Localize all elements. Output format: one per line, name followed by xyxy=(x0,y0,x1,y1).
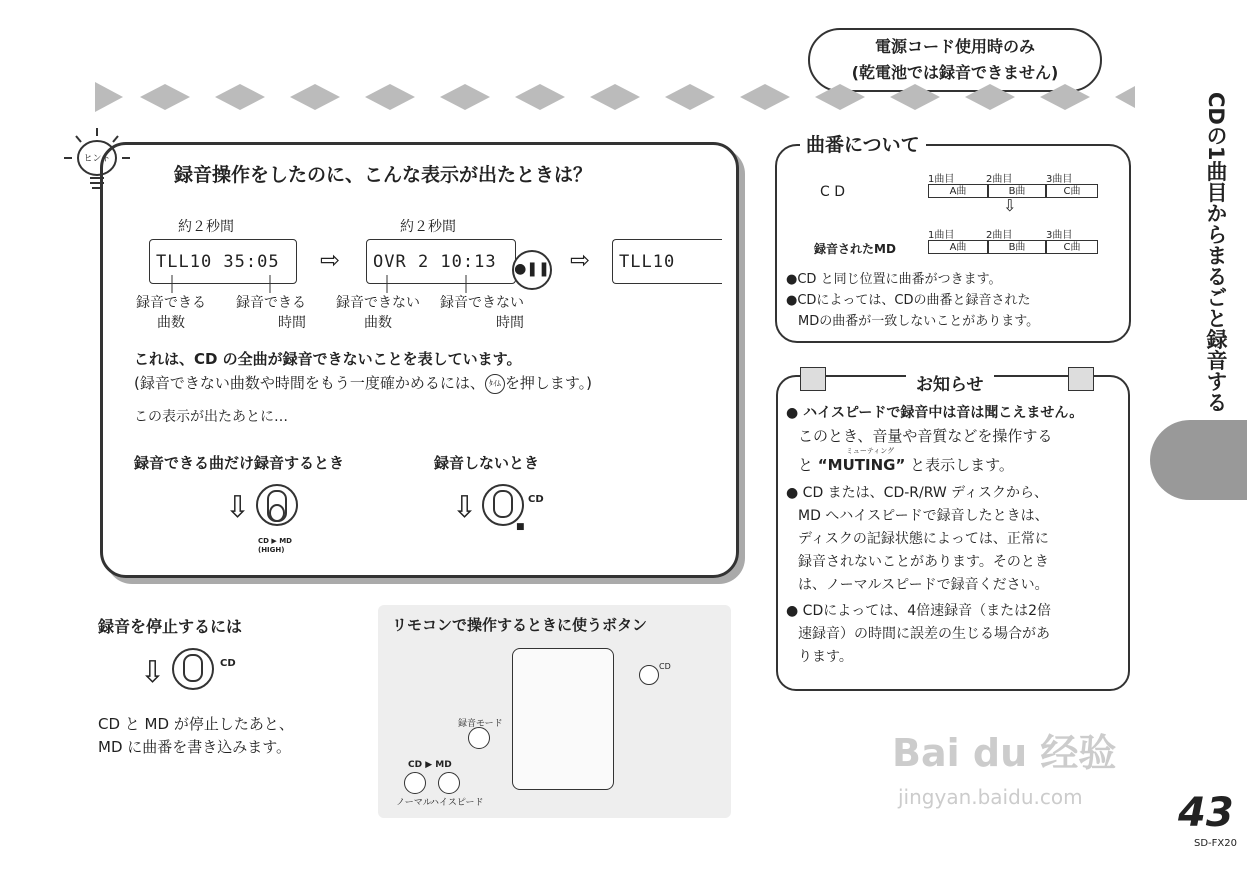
notice-b3-l2: 速録音）の時間に誤差の生じる場合があ xyxy=(798,626,1050,642)
approx-1: 約２秒間 xyxy=(178,219,234,235)
highspeed-label: ハイスピード xyxy=(430,798,484,808)
arrow-right-icon: ⇨ xyxy=(320,246,341,274)
watermark-logo: Bai du 经验 xyxy=(892,731,1117,775)
cd-cell-b: B曲 xyxy=(988,184,1046,198)
switch1-label: CD ▶ MD xyxy=(258,537,292,545)
switch-knob-icon xyxy=(254,483,300,543)
hint-title: 録音操作をしたのに、こんな表示が出たときは？ xyxy=(174,164,593,186)
watermark-url: jingyan.baidu.com xyxy=(898,785,1083,809)
md-header-2: 2曲目 xyxy=(986,230,1013,241)
stop-icon: ■ xyxy=(516,522,525,532)
remote-body xyxy=(512,648,614,790)
arrow-down-icon: ⇩ xyxy=(1003,196,1017,215)
approx-2: 約２秒間 xyxy=(400,219,456,235)
cd-cell-a: A曲 xyxy=(928,184,988,198)
remote-title: リモコンで操作するときに使うボタン xyxy=(392,616,648,634)
notice-b2-l1-text: CD または、CD-R/RW ディスクから、 xyxy=(802,485,1049,501)
switch2-label: CD xyxy=(528,494,544,505)
notice-b1-l3 xyxy=(798,454,1014,475)
notice-flag-left xyxy=(800,367,826,391)
normal-button[interactable] xyxy=(404,772,426,794)
switch1-sub: (HIGH) xyxy=(258,546,285,554)
notice-b3-l3: ります。 xyxy=(798,649,853,665)
cd-button-label: CD xyxy=(659,662,671,671)
cd-header-2: 2曲目 xyxy=(986,174,1013,185)
cd-cell-c: C曲 xyxy=(1046,184,1098,198)
lcd-text-1: TLL10 35:05 xyxy=(156,252,280,272)
diamond-border xyxy=(95,82,1135,112)
explain-bold: これは、CD の全曲が録音できないことを表しています。 xyxy=(134,350,522,368)
arrow-down-icon: ⇩ xyxy=(225,490,251,525)
explain-pre: (録音できない曲数や時間をもう一度確かめるには、 xyxy=(134,374,485,392)
md-track-row xyxy=(928,226,1103,258)
notice-b2-l1: ● CD または、CD-R/RW ディスクから、 xyxy=(786,485,1049,501)
notice-b1-l3-post: と表示します。 xyxy=(910,456,1014,474)
stop-switch-label: CD xyxy=(220,658,236,669)
notice-b3-l1-text: CDによっては、4倍速録音（または2倍 xyxy=(802,603,1052,619)
cd-md-label: CD ▶ MD xyxy=(408,760,452,770)
lcd-text-3: TLL10 xyxy=(619,252,676,272)
notice-flag-right xyxy=(1068,367,1094,391)
notice-b2-l3: ディスクの記録状態によっては、正常に xyxy=(798,531,1049,547)
label-can-tracks: 録音できる 曲数 xyxy=(136,295,206,331)
cd-header-3: 3曲目 xyxy=(1046,174,1073,185)
notice-b3-l1: ● CDによっては、4倍速録音（または2倍 xyxy=(786,603,1052,619)
label-cannot-time: 録音できない 時間 xyxy=(440,295,524,331)
notice-b1-l2: このとき、音量や音質などを操作する xyxy=(798,427,1053,445)
md-header-1: 1曲目 xyxy=(928,230,955,241)
tracks-note1: ●CD と同じ位置に曲番がつきます。 xyxy=(786,272,1002,287)
stop-line1: CD と MD が停止したあと、 xyxy=(98,715,294,733)
notice-b2-l5: は、ノーマルスピードで録音ください。 xyxy=(798,577,1049,593)
lcd-text-2: OVR 2 10:13 xyxy=(373,252,497,272)
arrow-down-icon: ⇩ xyxy=(140,655,166,690)
record-mode-label: 録音モード xyxy=(458,719,503,729)
stop-line2: MD に曲番を書き込みます。 xyxy=(98,738,292,756)
md-cell-a: A曲 xyxy=(928,240,988,254)
notice-b1-bold: ● ハイスピードで録音中は音は聞こえません。 xyxy=(786,405,1084,421)
tracks-note2: ●CDによっては、CDの曲番と録音された xyxy=(786,293,1031,308)
notice-b2-l2: MD へハイスピードで録音したときは、 xyxy=(798,508,1049,524)
switch-knob-icon xyxy=(480,483,526,543)
side-tab xyxy=(1150,420,1247,500)
cd-header-1: 1曲目 xyxy=(928,174,955,185)
notice-b1-muting: “MUTING” xyxy=(817,456,906,474)
cd-stop-button[interactable] xyxy=(639,665,659,685)
switch-knob-icon xyxy=(170,647,216,707)
cd-label: C D xyxy=(820,184,846,200)
tracks-title: 曲番について xyxy=(800,130,926,157)
md-header-3: 3曲目 xyxy=(1046,230,1073,241)
stop-title: 録音を停止するには xyxy=(98,617,243,636)
only-can-heading: 録音できる曲だけ録音するとき xyxy=(134,454,345,472)
hint-badge: ヒント xyxy=(83,154,111,164)
md-label: 録音されたMD xyxy=(814,242,896,256)
side-title: CDの1曲目からまるごと録音する xyxy=(1204,92,1228,413)
label-cannot-tracks: 録音できない 曲数 xyxy=(336,295,420,331)
label-can-time: 録音できる 時間 xyxy=(236,295,306,331)
notice-b1-text: ハイスピードで録音中は音は聞こえません。 xyxy=(803,405,1084,421)
tracks-note3: MDの曲番が一致しないことがあります。 xyxy=(798,314,1040,329)
time-button-icon: ﾀｲﾑ xyxy=(485,374,505,394)
record-mode-button[interactable] xyxy=(468,727,490,749)
model-number: SD-FX20 xyxy=(1194,838,1237,849)
arrow-right-icon: ⇨ xyxy=(570,246,591,274)
notice-ruby: ミューティング xyxy=(846,447,895,455)
power-note-line2: (乾電池では録音できません) xyxy=(851,63,1059,82)
explain-line xyxy=(134,372,592,394)
md-cell-c: C曲 xyxy=(1046,240,1098,254)
arrow-down-icon: ⇩ xyxy=(452,490,478,525)
play-pause-button[interactable]: ●❚❚ xyxy=(512,250,552,290)
notice-b2-l4: 録音されないことがあります。そのとき xyxy=(798,554,1049,570)
highspeed-button[interactable] xyxy=(438,772,460,794)
after-text: この表示が出たあとに… xyxy=(134,409,288,425)
power-note-line1: 電源コード使用時のみ xyxy=(874,37,1035,56)
lcd-display-3 xyxy=(612,239,722,284)
normal-label: ノーマル xyxy=(396,798,432,808)
notice-b1-l3-pre: と xyxy=(798,456,814,474)
not-record-heading: 録音しないとき xyxy=(434,454,540,472)
page-number: 43 xyxy=(1178,790,1234,836)
md-cell-b: B曲 xyxy=(988,240,1046,254)
explain-post: を押します。) xyxy=(504,374,593,392)
notice-title: お知らせ xyxy=(906,370,994,395)
